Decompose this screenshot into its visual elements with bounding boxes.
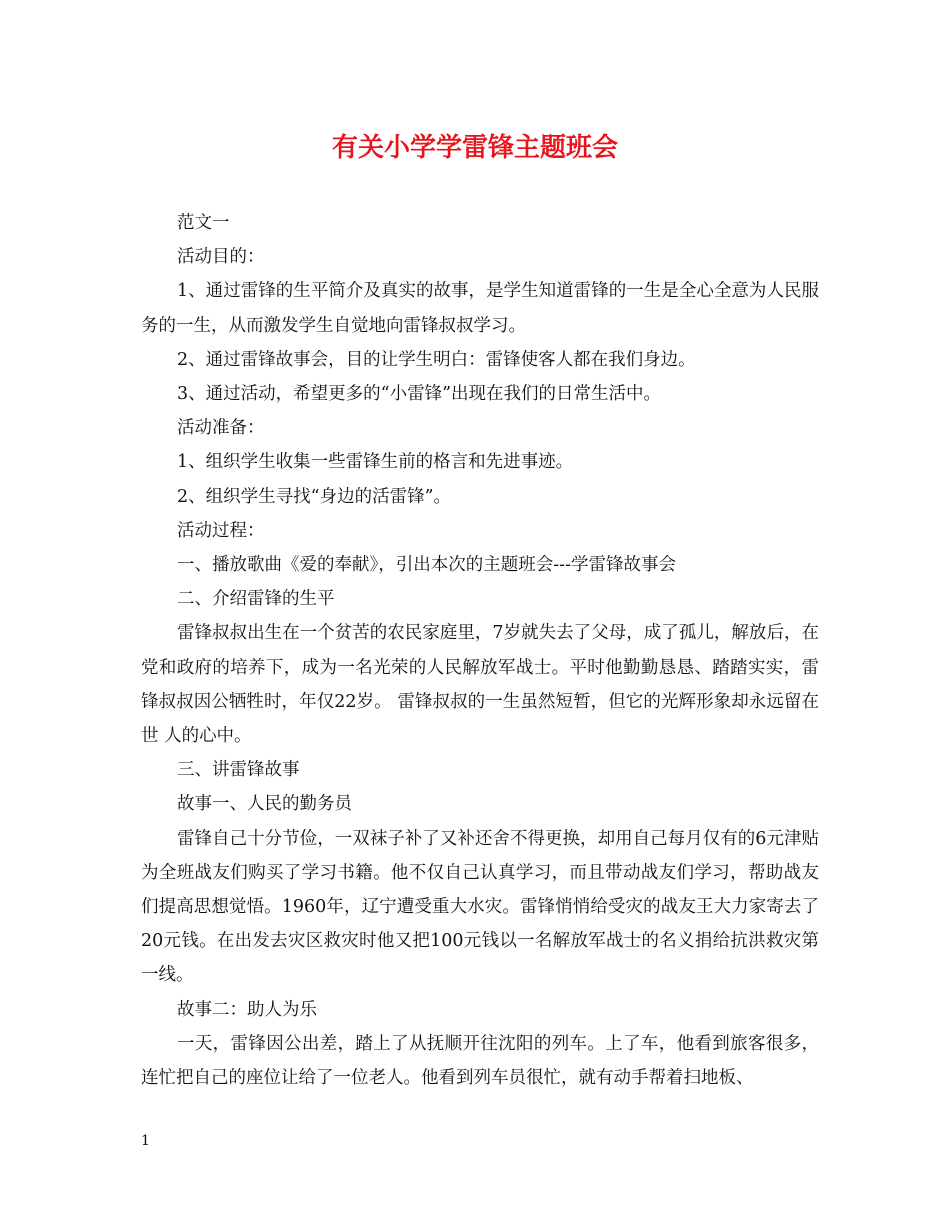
paragraph: 故事二：助人为乐 xyxy=(177,999,317,1020)
paragraph: 范文一 xyxy=(177,213,230,233)
paragraph: 活动目的： xyxy=(177,247,265,268)
document-title: 有关小学学雷锋主题班会 xyxy=(331,133,618,163)
paragraph: 2、组织学生寻找“身边的活雷锋”。 xyxy=(177,486,452,507)
paragraph: 3、通过活动，希望更多的“小雷锋”出现在我们的日常生活中。 xyxy=(177,384,662,405)
paragraph: 2、通过雷锋故事会，目的让学生明白：雷锋使客人都在我们身边。 xyxy=(177,349,696,370)
paragraph: 三、讲雷锋故事 xyxy=(177,760,300,781)
paragraph: 1、组织学生收集一些雷锋生前的格言和先进事迹。 xyxy=(177,452,574,473)
paragraph: 一天，雷锋因公出差，踏上了从抚顺开往沈阳的列车。上了车，他看到旅客很多，连忙把自己的座位让给了一位老人。他看到列车员很忙，就有动手帮着扫地板、 xyxy=(141,1033,819,1089)
paragraph: 雷锋叔叔出生在一个贫苦的农民家庭里，7岁就失去了父母，成了孤儿，解放后，在党和政府的培养下，成为一名光荣的人民解放军战士。平时他勤勤恳恳、踏踏实实，雷锋叔叔因公牺牲时，年仅22岁。 雷锋叔叔的一生虽然短暂，但它的光辉形象却永远留在世 人的心中。 xyxy=(141,623,819,747)
paragraph: 1、通过雷锋的生平简介及真实的故事，是学生知道雷锋的一生是全心全意为人民服务的一生，从而激发学生自觉地向雷锋叔叔学习。 xyxy=(141,281,819,336)
page-number: 1 xyxy=(141,1133,150,1149)
paragraph: 二、介绍雷锋的生平 xyxy=(177,589,335,610)
paragraph: 一、播放歌曲《爱的奉献》，引出本次的主题班会---学雷锋故事会 xyxy=(177,555,676,576)
paragraph: 故事一、人民的勤务员 xyxy=(177,794,352,815)
paragraph: 雷锋自己十分节俭，一双袜子补了又补还舍不得更换，却用自己每月仅有的6元津贴为全班战友们购买了学习书籍。他不仅自己认真学习，而且带动战友们学习，帮助战友们提高思想觉悟。1960年，辽宁遭受重大水灾。雷锋悄悄给受灾的战友王大力家寄去了20元钱。在出发去灾区救灾时他又把100元钱以一名解放军战士的名义捐给抗洪救灾第一线。 xyxy=(141,828,819,986)
document-body xyxy=(141,206,819,1095)
paragraph: 活动准备： xyxy=(177,418,265,439)
paragraph: 活动过程： xyxy=(177,520,265,541)
